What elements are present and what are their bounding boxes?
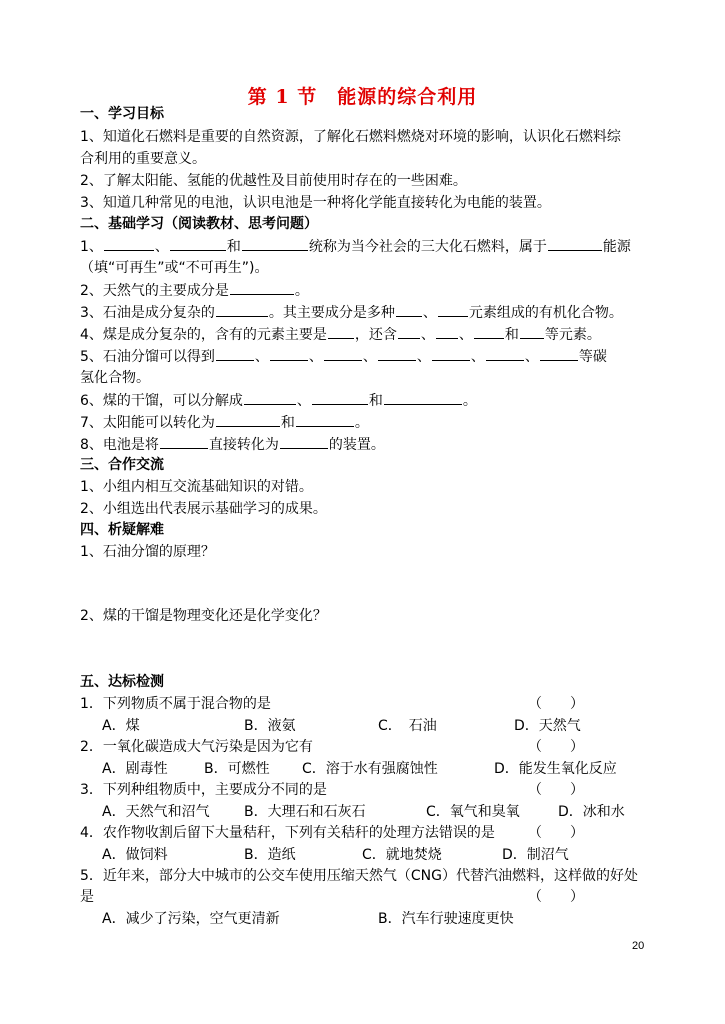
fill-question-3 (80, 302, 660, 324)
answer-blank[interactable] (540, 346, 578, 361)
answer-blank[interactable] (398, 324, 420, 339)
answer-blank[interactable] (438, 302, 468, 317)
q-text: 和 (226, 239, 241, 255)
answer-blank[interactable] (280, 434, 328, 449)
answer-paren[interactable]: （ ） (528, 825, 584, 841)
q-text: 、 (458, 327, 473, 343)
q-text: 、 (154, 239, 169, 255)
answer-blank[interactable] (242, 236, 308, 251)
answer-blank[interactable] (270, 346, 308, 361)
answer-blank[interactable] (474, 324, 504, 339)
q-text: 3、石油是成分复杂的 (80, 305, 215, 321)
answer-blank[interactable] (486, 346, 524, 361)
answer-blank[interactable] (244, 390, 296, 405)
q-text: 5、石油分馏可以得到 (80, 349, 215, 365)
q-text: 7、太阳能可以转化为 (80, 415, 215, 431)
fill-question-1-cont: （填“可再生”或“不可再生”)。 (80, 260, 269, 276)
mc-question-text: 是 (80, 889, 94, 905)
q-text: 、 (308, 349, 323, 365)
cooperation-item-1: 1、小组内相互交流基础知识的对错。 (80, 479, 313, 495)
q-text: 等碳 (578, 349, 607, 365)
fill-question-5-cont: 氢化合物。 (80, 370, 150, 386)
objective-2: 2、了解太阳能、氢能的优越性及目前使用时存在的一些困难。 (80, 173, 467, 189)
section-heading-objectives: 一、学习目标 (80, 106, 164, 122)
q-text: 、 (420, 327, 435, 343)
q-text: 6、煤的干馏，可以分解成 (80, 393, 243, 409)
q-text: 。 (354, 415, 369, 431)
answer-blank[interactable] (230, 280, 294, 295)
q-text: 、 (470, 349, 485, 365)
answer-blank[interactable] (216, 302, 268, 317)
mc-question-3 (80, 780, 660, 801)
mc-question-text: 3．下列种组物质中，主要成分不同的是 (80, 782, 327, 798)
fill-question-7 (80, 412, 660, 434)
mc-question-1 (80, 694, 660, 715)
q-text: ，还含 (354, 327, 397, 343)
q-text: 和 (504, 327, 519, 343)
mc-option[interactable]: D．制沼气 (502, 847, 569, 863)
analysis-question-2: 2、煤的干馏是物理变化还是化学变化？ (80, 608, 327, 624)
mc-question-2 (80, 737, 660, 758)
q-text: 、 (416, 349, 431, 365)
q-text: 、 (362, 349, 377, 365)
mc-option[interactable]: D．天然气 (514, 718, 581, 734)
q-text: 1、 (80, 239, 103, 255)
section-heading-basic-learning: 二、基础学习（阅读教材、思考问题） (80, 216, 318, 232)
q-text: 能源 (602, 239, 631, 255)
mc-option[interactable]: C． 石油 (378, 718, 437, 734)
q-text: 2、天然气的主要成分是 (80, 283, 229, 299)
mc-question-5: 5．近年来，部分大中城市的公交车使用压缩天然气（CNG）代替汽油燃料，这样做的好处 (80, 868, 639, 884)
q-text: 4、煤是成分复杂的，含有的元素主要是 (80, 327, 327, 343)
page-title: 第 1 节 能源的综合利用 (247, 86, 478, 108)
mc-option[interactable]: B．汽车行驶速度更快 (378, 911, 514, 927)
answer-paren[interactable]: （ ） (528, 782, 584, 798)
fill-question-8 (80, 434, 660, 456)
mc-option[interactable]: A．天然气和沼气 (102, 804, 210, 820)
q-text: 统称为当今社会的三大化石燃料，属于 (308, 239, 547, 255)
answer-blank[interactable] (216, 346, 254, 361)
mc-option[interactable]: A．剧毒性 (102, 761, 168, 777)
answer-blank[interactable] (324, 346, 362, 361)
mc-option[interactable]: A．做饲料 (102, 847, 168, 863)
answer-blank[interactable] (170, 236, 226, 251)
objective-1: 1、知道化石燃料是重要的自然资源，了解化石燃料燃烧对环境的影响，认识化石燃料综 (80, 129, 621, 145)
mc-option[interactable]: D．能发生氧化反应 (494, 761, 617, 777)
fill-question-4 (80, 324, 660, 346)
answer-blank[interactable] (104, 236, 154, 251)
q-text: 的装置。 (328, 437, 385, 453)
answer-blank[interactable] (548, 236, 602, 251)
analysis-question-1: 1、石油分馏的原理？ (80, 544, 215, 560)
mc-question-text: 4．农作物收割后留下大量秸秆，下列有关秸秆的处理方法错误的是 (80, 825, 495, 841)
answer-blank[interactable] (384, 390, 462, 405)
answer-blank[interactable] (328, 324, 354, 339)
mc-option[interactable]: A．煤 (102, 718, 140, 734)
page-number: 20 (632, 940, 645, 952)
mc-option[interactable]: B．液氨 (244, 718, 296, 734)
answer-paren[interactable]: （ ） (528, 739, 584, 755)
answer-blank[interactable] (312, 390, 368, 405)
q-text: 元素组成的有机化合物。 (468, 305, 623, 321)
cooperation-item-2: 2、小组选出代表展示基础学习的成果。 (80, 501, 327, 517)
mc-question-5-cont (80, 887, 660, 908)
mc-option[interactable]: C．氧气和臭氧 (426, 804, 520, 820)
fill-question-2 (80, 280, 660, 302)
section-heading-cooperation: 三、合作交流 (80, 457, 164, 473)
mc-option[interactable]: B．可燃性 (204, 761, 270, 777)
objective-3: 3、知道几种常见的电池，认识电池是一种将化学能直接转化为电能的装置。 (80, 195, 551, 211)
q-text: 。 (462, 393, 477, 409)
q-text: 、 (296, 393, 311, 409)
q-text: 等元素。 (544, 327, 601, 343)
mc-question-text: 1．下列物质不属于混合物的是 (80, 696, 271, 712)
section-heading-assessment: 五、达标检测 (80, 674, 164, 690)
q-text: 直接转化为 (208, 437, 279, 453)
fill-question-6 (80, 390, 660, 412)
answer-blank[interactable] (160, 434, 208, 449)
q-text: 8、电池是将 (80, 437, 159, 453)
q-text: 和 (368, 393, 383, 409)
answer-blank[interactable] (432, 346, 470, 361)
q-text: 和 (280, 415, 295, 431)
answer-blank[interactable] (216, 412, 280, 427)
mc-option[interactable]: C．就地焚烧 (362, 847, 442, 863)
q-text: 、 (254, 349, 269, 365)
mc-question-text: 2．一氧化碳造成大气污染是因为它有 (80, 739, 313, 755)
answer-paren[interactable]: （ ） (528, 889, 584, 905)
q-text: 。 (294, 283, 309, 299)
q-text: 、 (422, 305, 437, 321)
answer-blank[interactable] (520, 324, 544, 339)
answer-blank[interactable] (296, 412, 354, 427)
answer-blank[interactable] (378, 346, 416, 361)
answer-paren[interactable]: （ ） (528, 696, 584, 712)
fill-question-5 (80, 346, 660, 368)
mc-option[interactable]: C．溶于水有强腐蚀性 (302, 761, 438, 777)
section-heading-analysis: 四、析疑解难 (80, 522, 164, 538)
objective-1-cont: 合利用的重要意义。 (80, 151, 206, 167)
q-text: 、 (524, 349, 539, 365)
fill-question-1 (80, 236, 660, 258)
answer-blank[interactable] (436, 324, 458, 339)
mc-option[interactable]: B．大理石和石灰石 (244, 804, 366, 820)
answer-blank[interactable] (396, 302, 422, 317)
mc-option[interactable]: A．减少了污染，空气更清新 (102, 911, 280, 927)
mc-question-4 (80, 823, 660, 844)
mc-option[interactable]: D．冰和水 (558, 804, 625, 820)
q-text: 。其主要成分是多种 (268, 305, 395, 321)
mc-option[interactable]: B．造纸 (244, 847, 296, 863)
